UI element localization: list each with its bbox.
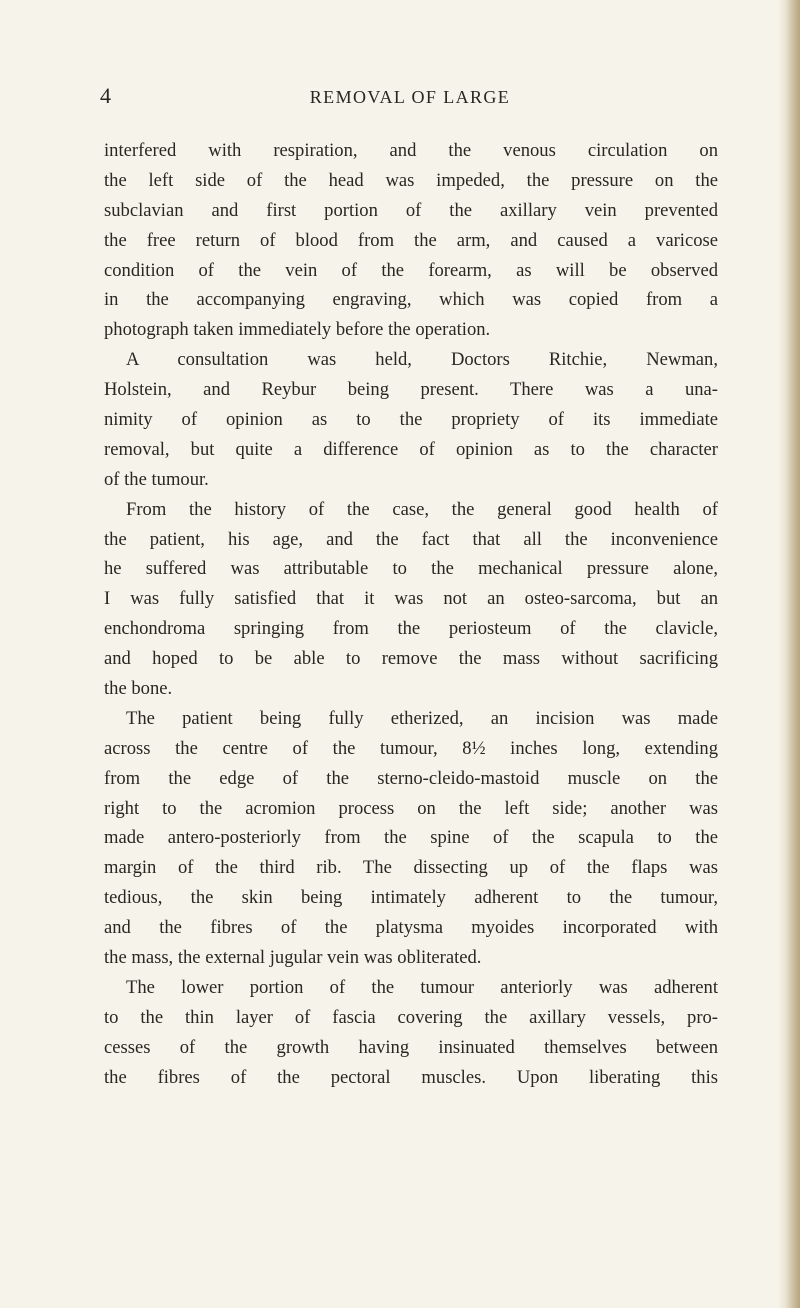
text-line: from the edge of the sterno-cleido-mastoid muscle on the (104, 767, 718, 789)
page-edge-shadow (778, 0, 800, 1308)
text-line: and the fibres of the platysma myoides incorporated with (104, 917, 718, 939)
text-line: margin of the third rib. The dissecting up of the flaps was (104, 857, 718, 879)
text-line: condition of the vein of the forearm, as will be observed (104, 259, 718, 281)
text-line: he suffered was attributable to the mechanical pressure alone, (104, 558, 718, 580)
text-line: made antero-posteriorly from the spine of the scapula to the (104, 827, 718, 849)
body-text (104, 136, 718, 1093)
text-line: in the accompanying engraving, which was copied from a (104, 289, 718, 311)
text-line: the patient, his age, and the fact that all the inconvenience (104, 528, 718, 550)
text-line: The patient being fully etherized, an incision was made (126, 707, 718, 729)
text-line: From the history of the case, the general good health of (126, 498, 718, 520)
page-number: 4 (100, 83, 111, 108)
text-line: removal, but quite a difference of opinion as to the character (104, 438, 718, 460)
text-line: tedious, the skin being intimately adherent to the tumour, (104, 887, 718, 909)
text-line: across the centre of the tumour, 8½ inches long, extending (104, 737, 718, 759)
text-line: I was fully satisfied that it was not an osteo-sarcoma, but an (104, 588, 718, 610)
text-line: the fibres of the pectoral muscles. Upon liberating this (104, 1066, 718, 1088)
text-line: The lower portion of the tumour anteriorly was adherent (126, 976, 718, 998)
running-head: REMOVAL OF LARGE (309, 87, 511, 107)
text-line: photograph taken immediately before the operation. (104, 319, 491, 341)
text-line: Holstein, and Reybur being present. There was a una- (104, 379, 718, 401)
text-line: and hoped to be able to remove the mass without sacrificing (104, 648, 718, 670)
text-line: cesses of the growth having insinuated themselves between (104, 1036, 718, 1058)
text-line: interfered with respiration, and the venous circulation on (104, 140, 718, 161)
text-line: the free return of blood from the arm, and caused a varicose (104, 229, 718, 251)
text-line: nimity of opinion as to the propriety of its immediate (104, 409, 718, 431)
text-line: of the tumour. (104, 468, 209, 490)
text-line: the left side of the head was impeded, the pressure on the (104, 169, 718, 191)
text-line: the mass, the external jugular vein was obliterated. (104, 947, 482, 969)
text-line: right to the acromion process on the left side; another was (104, 797, 718, 819)
text-line: enchondroma springing from the periosteum of the clavicle, (104, 618, 718, 640)
text-line: subclavian and first portion of the axillary vein prevented (104, 199, 718, 221)
text-line: the bone. (104, 678, 173, 700)
text-line: A consultation was held, Doctors Ritchie, Newman, (126, 349, 718, 371)
page-header (100, 84, 720, 108)
text-line: to the thin layer of fascia covering the axillary vessels, pro- (104, 1006, 718, 1028)
